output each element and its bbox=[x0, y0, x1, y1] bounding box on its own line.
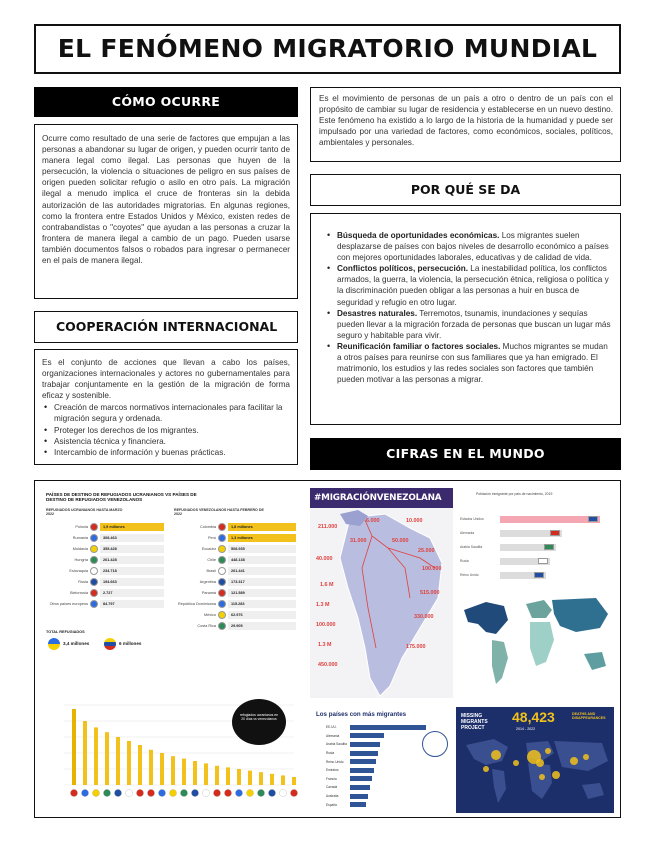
inf2-title-bar bbox=[310, 488, 453, 508]
inf1-row-country: Panamá bbox=[201, 591, 216, 596]
inf2-value-label: 1.6 M bbox=[320, 582, 334, 588]
inf2-value-label: 40.000 bbox=[316, 556, 333, 562]
bar bbox=[237, 769, 241, 785]
flag-icon bbox=[538, 558, 548, 564]
flag-icon bbox=[191, 789, 198, 796]
cooperacion-item: • Intercambio de información y buenas prácticas. bbox=[42, 447, 290, 458]
bar bbox=[83, 721, 87, 785]
flag-icon bbox=[90, 556, 98, 564]
inf4-row-label: Emiratos bbox=[326, 768, 339, 773]
inf1-left-list bbox=[46, 522, 164, 610]
inf2-value-label: 31.000 bbox=[350, 538, 367, 544]
inf1-flag-ve bbox=[104, 638, 116, 650]
inf4-row-label: Alemania bbox=[326, 733, 340, 738]
por-que-item-bold: Reunificación familiar o factores sociales. bbox=[337, 341, 501, 351]
por-que-item bbox=[325, 230, 612, 263]
cifras-heading bbox=[310, 438, 621, 470]
bar bbox=[160, 753, 164, 785]
inf1-row-country: Polonia bbox=[75, 525, 88, 530]
inf1-badge-circle bbox=[232, 699, 286, 745]
flag-icon bbox=[218, 523, 226, 531]
inf2-value-label: 450.000 bbox=[318, 662, 338, 668]
inf1-row bbox=[46, 555, 164, 565]
inf2-value-label: 10.000 bbox=[406, 518, 423, 524]
inf1-row bbox=[46, 599, 164, 609]
bar bbox=[116, 737, 120, 785]
flag-icon bbox=[257, 789, 264, 796]
inf2-value-label: 6.000 bbox=[366, 518, 380, 524]
flag-icon bbox=[235, 789, 242, 796]
inf3-row-label: Estados Unidos bbox=[460, 517, 484, 521]
inf1-row-value: 308.463 bbox=[100, 534, 164, 542]
por-que-item bbox=[325, 308, 612, 341]
cooperacion-item: • Proteger los derechos de los migrantes. bbox=[42, 425, 290, 436]
inf1-total-head: TOTAL REFUGIADOS bbox=[46, 630, 85, 634]
como-ocurre-heading bbox=[34, 87, 298, 117]
inf2-value-label: 100.000 bbox=[422, 566, 442, 572]
inf1-row-country: Colombia bbox=[199, 525, 216, 530]
inf4-row-label: EE.UU. bbox=[326, 725, 337, 730]
flag-icon bbox=[550, 530, 560, 536]
flag-icon bbox=[588, 516, 598, 522]
inf4-row-bar bbox=[350, 785, 370, 790]
cooperacion-heading bbox=[34, 311, 298, 343]
flag-icon bbox=[218, 600, 226, 608]
por-que-list bbox=[325, 230, 612, 385]
bar bbox=[281, 775, 285, 785]
inf4-row-label: Canadá bbox=[326, 785, 338, 790]
inf1-right-list bbox=[174, 522, 296, 632]
inf1-row bbox=[46, 544, 164, 554]
flag-icon bbox=[218, 556, 226, 564]
bar bbox=[292, 777, 296, 785]
bar bbox=[171, 756, 175, 785]
inf1-row bbox=[46, 577, 164, 587]
inf5-number: 48,423 bbox=[512, 709, 555, 725]
inf1-row bbox=[174, 577, 296, 587]
inf1-row-value: 84.797 bbox=[100, 600, 164, 608]
inf1-row-country: Ecuador bbox=[201, 547, 216, 552]
inf1-row bbox=[174, 555, 296, 565]
inf2-value-label: 25.000 bbox=[418, 548, 435, 554]
inf1-row-country: Bielorrusia bbox=[70, 591, 88, 596]
cooperacion-list bbox=[42, 402, 290, 457]
inf4-row bbox=[326, 800, 426, 809]
inf3-row-bar bbox=[500, 530, 562, 537]
flag-icon bbox=[218, 534, 226, 542]
inf5-years: 2014 - 2022 bbox=[516, 727, 536, 731]
bar bbox=[215, 766, 219, 785]
inf4-row-bar bbox=[350, 751, 378, 756]
flag-icon bbox=[90, 567, 98, 575]
inf4-row-bar bbox=[350, 742, 380, 747]
flag-icon bbox=[90, 523, 98, 531]
inf4-row bbox=[326, 792, 426, 801]
inf5-dot bbox=[491, 750, 501, 760]
flag-icon bbox=[90, 545, 98, 553]
inf4-row-label: Rusia bbox=[326, 751, 335, 756]
inf1-row-value: 62.976 bbox=[228, 611, 296, 619]
inf3-row-label: Reino Unido bbox=[460, 573, 479, 577]
inf2-map-svg bbox=[310, 508, 453, 698]
inf2-value-label: 175.000 bbox=[406, 644, 426, 650]
inf4-row-label: Reino Unido bbox=[326, 759, 344, 764]
por-que-item-text: Muchos migrantes se mudan a otros países para reunirse con sus familiares que ya han emigrado. El matrimonio, los estudios y las redes sociales son factores que también pueden motivar a las personas a migrar. bbox=[337, 341, 608, 385]
flag-icon bbox=[224, 789, 231, 796]
bar bbox=[204, 763, 208, 785]
inf1-row-country: Perú bbox=[207, 536, 216, 541]
inf5-dot bbox=[570, 757, 578, 765]
inf1-row-value: 29.905 bbox=[228, 622, 296, 630]
flag-icon bbox=[147, 789, 154, 796]
por-que-item-text: Los migrantes suelen desplazarse de países con bajos niveles de desarrollo económico a países con mejores oportunidades laborales, educativas y de calidad de vida. bbox=[337, 231, 609, 263]
inf1-row-value: 234.718 bbox=[100, 567, 164, 575]
cooperacion-text: Es el conjunto de acciones que llevan a cabo los países, organizaciones internacionales y actores no gubernamentales para trabajar conjuntamente en la gestión de la migración de forma eficaz y sostenible. bbox=[42, 358, 290, 401]
inf3-title: Población inmigrante por país de nacimiento, 2019 bbox=[476, 492, 553, 496]
cooperacion-box bbox=[34, 349, 298, 465]
por-que-item bbox=[325, 263, 612, 307]
por-que-heading bbox=[310, 174, 621, 206]
inf5-dot bbox=[513, 760, 519, 766]
flag-icon bbox=[268, 789, 275, 796]
inf1-row-value: 261.441 bbox=[228, 567, 296, 575]
inf5-dot bbox=[483, 766, 489, 772]
infographic-poblacion-inmigrante bbox=[456, 488, 614, 698]
flag-icon bbox=[92, 789, 99, 796]
inf4-row-label: Arabia Saudita bbox=[326, 742, 347, 747]
por-que-item-bold: Conflictos políticos, persecución. bbox=[337, 264, 469, 274]
inf4-row bbox=[326, 740, 426, 749]
inf4-row bbox=[326, 732, 426, 741]
flag-icon bbox=[90, 578, 98, 586]
inf4-row-label: Australia bbox=[326, 794, 339, 799]
por-que-item bbox=[325, 341, 612, 385]
inf1-row bbox=[174, 566, 296, 576]
inf4-row bbox=[326, 749, 426, 758]
inf5-world-map bbox=[456, 733, 614, 813]
inf1-row-country: México bbox=[203, 613, 216, 618]
inf1-row bbox=[174, 533, 296, 543]
inf4-row bbox=[326, 775, 426, 784]
flag-icon bbox=[90, 534, 98, 542]
bar bbox=[72, 709, 76, 785]
inf1-right-head: REFUGIADOS VENEZOLANOS HASTA FEBRERO DE 2022 bbox=[174, 508, 264, 517]
inf1-row-country: Hungría bbox=[74, 558, 88, 563]
infographic-barras bbox=[42, 697, 298, 812]
inf2-value-label: 50.000 bbox=[392, 538, 409, 544]
inf3-row-bar bbox=[500, 572, 546, 579]
inf4-row-bar bbox=[350, 733, 384, 738]
inf4-row bbox=[326, 766, 426, 775]
flag-icon bbox=[169, 789, 176, 796]
inf3-row-bar bbox=[500, 544, 556, 551]
flag-icon bbox=[534, 572, 544, 578]
inf1-row-country: Rumania bbox=[72, 536, 88, 541]
inf1-row-value: 2.727 bbox=[100, 589, 164, 597]
inf1-row-value: 1,3 millones bbox=[228, 534, 296, 542]
bar bbox=[94, 727, 98, 785]
flag-icon bbox=[279, 789, 286, 796]
inf1-row-country: Moldavia bbox=[72, 547, 88, 552]
inf1-row bbox=[174, 522, 296, 532]
inf1-row bbox=[174, 588, 296, 598]
inf4-row-bar bbox=[350, 794, 368, 799]
flag-icon bbox=[90, 589, 98, 597]
inf1-row-value: 194.663 bbox=[100, 578, 164, 586]
flag-icon bbox=[218, 545, 226, 553]
flag-icon bbox=[218, 589, 226, 597]
bar bbox=[182, 759, 186, 785]
page-title: EL FENÓMENO MIGRATORIO MUNDIAL bbox=[57, 34, 598, 63]
flag-icon bbox=[70, 789, 77, 796]
inf1-row bbox=[46, 566, 164, 576]
bar bbox=[105, 732, 109, 785]
inf1-row-value: 1,9 millones bbox=[100, 523, 164, 531]
inf1-row-value: 508.935 bbox=[228, 545, 296, 553]
inf2-value-label: 1.3 M bbox=[318, 642, 332, 648]
flag-icon bbox=[218, 567, 226, 575]
flag-icon bbox=[136, 789, 143, 796]
flag-icon bbox=[114, 789, 121, 796]
inf5-title: MISSING MIGRANTS PROJECT bbox=[461, 713, 488, 731]
flag-icon bbox=[246, 789, 253, 796]
flag-icon bbox=[544, 544, 554, 550]
como-ocurre-box bbox=[34, 124, 298, 299]
infographic-paises-migrantes bbox=[310, 707, 453, 813]
inf5-dot bbox=[539, 774, 545, 780]
inf1-row-country: Brasil bbox=[206, 569, 216, 574]
inf1-flag-ua bbox=[48, 638, 60, 650]
inf4-row bbox=[326, 757, 426, 766]
inf1-row bbox=[174, 621, 296, 631]
inf4-row-bar bbox=[350, 802, 366, 807]
cooperacion-heading-text: COOPERACIÓN INTERNACIONAL bbox=[56, 319, 278, 334]
inf2-title: #MIGRACIÓNVENEZOLANA bbox=[314, 493, 442, 503]
inf3-row bbox=[460, 526, 610, 540]
inf2-value-label: 1.3 M bbox=[316, 602, 330, 608]
inf4-rows bbox=[326, 723, 426, 809]
inf5-sub: DEATHS AND DISAPPEARANCES bbox=[572, 712, 606, 721]
inf3-row bbox=[460, 568, 610, 582]
como-ocurre-text: Ocurre como resultado de una serie de factores que empujan a las personas a abandonar su lugar de origen, y pueden ocurrir tanto de manera legal como ilegal. Las personas que huyen de la persecución, la violencia o situaciones de peligro en sus países de origen pueden solicitar refugio o asilo en otro país. La migración ilegal a menudo implica el cruce de fronteras sin la debida autorización de las autoridades migratorias. En algunas regiones, como la frontera entre Estados Unidos y México, existen redes de contrabandistas o "coyotes" que ayudan a las personas a cruzar la frontera de manera ilegal a cambio de un pago. Pueden usarse también documentos falsos o robados para ingresar o permanecer en el país de manera ilegal. bbox=[42, 134, 290, 266]
inf4-icon bbox=[422, 731, 448, 757]
inf4-row-label: Francia bbox=[326, 776, 337, 781]
inf3-row-label: Rusia bbox=[460, 559, 469, 563]
inf1-row-country: Costa Rica bbox=[197, 624, 216, 629]
definicion-text: Es el movimiento de personas de un país a otro o dentro de un país con el propósito de cambiar su lugar de residencia y establecerse en un nuevo destino. Este fenómeno ha existido a lo largo de la historia de la humanidad y puede ser impulsado por una variedad de factores, como económicos, sociales, políticos, ambientales y personales. bbox=[319, 94, 613, 148]
inf1-row-country: Eslovaquia bbox=[69, 569, 88, 574]
por-que-heading-text: POR QUÉ SE DA bbox=[410, 182, 521, 197]
title-box bbox=[34, 24, 621, 74]
flag-icon bbox=[218, 611, 226, 619]
inf5-dot bbox=[552, 771, 560, 779]
inf4-row-bar bbox=[350, 776, 372, 781]
por-que-item-text: La inestabilidad política, los conflictos armados, la guerra, la violencia, la persecución étnica, religiosa o política y la discriminación pueden obligar a las personas a huir en busca de seguridad y refugio en otro lugar. bbox=[337, 264, 609, 307]
flag-icon bbox=[290, 789, 297, 796]
inf1-row-value: 173.317 bbox=[228, 578, 296, 586]
inf1-badge-text: refugiados ucranianos en 20 días vs venezolanos bbox=[239, 713, 279, 722]
flag-icon bbox=[90, 600, 98, 608]
flag-icon bbox=[202, 789, 209, 796]
por-que-item-text: Terremotos, tsunamis, inundaciones y sequías pueden llevar a la migración forzada de personas que buscan un lugar más seguro y habitable para vivir. bbox=[337, 308, 611, 340]
flag-icon bbox=[213, 789, 220, 796]
flag-icon bbox=[103, 789, 110, 796]
por-que-item-bold: Búsqueda de oportunidades económicas. bbox=[337, 231, 500, 240]
por-que-box bbox=[310, 213, 621, 425]
inf1-row bbox=[174, 599, 296, 609]
inf1-title: PAÍSES DE DESTINO DE REFUGIADOS UCRANIANOS VS PAÍSES DE DESTINO DE REFUGIADOS VENEZOLANOS bbox=[46, 492, 197, 503]
inf5-dot bbox=[536, 759, 544, 767]
por-que-item-bold: Desastres naturales. bbox=[337, 308, 418, 318]
inf1-row bbox=[46, 522, 164, 532]
inf2-value-label: 515.000 bbox=[420, 590, 440, 596]
inf4-row-bar bbox=[350, 759, 376, 764]
inf3-row bbox=[460, 554, 610, 568]
inf3-world-map bbox=[456, 588, 614, 698]
inf3-rows bbox=[460, 512, 610, 582]
inf1-row bbox=[174, 610, 296, 620]
cooperacion-item: • Creación de marcos normativos internacionales para facilitar la migración segura y ordenada. bbox=[42, 402, 290, 424]
inf4-row-bar bbox=[350, 725, 426, 730]
inf5-dot bbox=[583, 754, 589, 760]
inf3-row bbox=[460, 540, 610, 554]
inf3-row-bar bbox=[500, 516, 600, 523]
inf1-row-country: República Dominicana bbox=[178, 602, 216, 607]
inf1-row bbox=[46, 533, 164, 543]
inf1-row-country: Rusia bbox=[78, 580, 88, 585]
flag-icon bbox=[81, 789, 88, 796]
inf1-row bbox=[46, 588, 164, 598]
inf1-total-right: 6 millones bbox=[119, 641, 142, 646]
bar bbox=[270, 774, 274, 785]
inf1-row-value: 115.283 bbox=[228, 600, 296, 608]
inf1-row-value: 1,8 millones bbox=[228, 523, 296, 531]
bar bbox=[127, 741, 131, 785]
inf1-row-value: 261.428 bbox=[100, 556, 164, 564]
inf2-value-label: 330.000 bbox=[414, 614, 434, 620]
inf4-row-label: España bbox=[326, 802, 337, 807]
infographic-missing-migrants bbox=[456, 707, 614, 813]
inf1-row-value: 121.589 bbox=[228, 589, 296, 597]
inf3-row-label: Alemania bbox=[460, 531, 475, 535]
infographic-migracion-venezolana bbox=[310, 488, 453, 698]
inf1-row bbox=[174, 544, 296, 554]
inf2-value-label: 211.000 bbox=[318, 524, 338, 530]
inf1-row-country: Chile bbox=[207, 558, 216, 563]
inf3-row bbox=[460, 512, 610, 526]
inf5-dot bbox=[545, 748, 551, 754]
flag-icon bbox=[218, 578, 226, 586]
inf3-row-bar bbox=[500, 558, 550, 565]
bar bbox=[193, 761, 197, 785]
inf1-left-head: REFUGIADOS UCRANIANOS HASTA MARZO 2022 bbox=[46, 508, 123, 517]
flag-icon bbox=[180, 789, 187, 796]
flag-icon bbox=[218, 622, 226, 630]
bar bbox=[248, 771, 252, 785]
inf4-title: Los países con más migrantes bbox=[316, 711, 407, 718]
inf4-row-bar bbox=[350, 768, 374, 773]
bar bbox=[259, 772, 263, 785]
definicion-box bbox=[310, 87, 621, 162]
flag-icon bbox=[158, 789, 165, 796]
infographic-refugiados bbox=[42, 488, 298, 697]
inf1-row-country: Argentina bbox=[199, 580, 216, 585]
inf2-value-label: 100.000 bbox=[316, 622, 336, 628]
bar bbox=[226, 767, 230, 785]
inf1-row-value: 448.138 bbox=[228, 556, 296, 564]
inf4-row bbox=[326, 723, 426, 732]
flag-icon bbox=[125, 789, 132, 796]
inf3-row-label: Arabia Saudita bbox=[460, 545, 483, 549]
cooperacion-item: • Asistencia técnica y financiera. bbox=[42, 436, 290, 447]
cifras-heading-text: CIFRAS EN EL MUNDO bbox=[386, 446, 545, 461]
bar bbox=[138, 745, 142, 785]
bar bbox=[149, 750, 153, 785]
inf1-row-country: Otros países europeos bbox=[49, 602, 88, 607]
como-ocurre-heading-text: CÓMO OCURRE bbox=[111, 94, 221, 109]
inf1-row-value: 355.428 bbox=[100, 545, 164, 553]
inf1-total-left: 3,4 millones bbox=[63, 641, 90, 646]
inf4-row bbox=[326, 783, 426, 792]
